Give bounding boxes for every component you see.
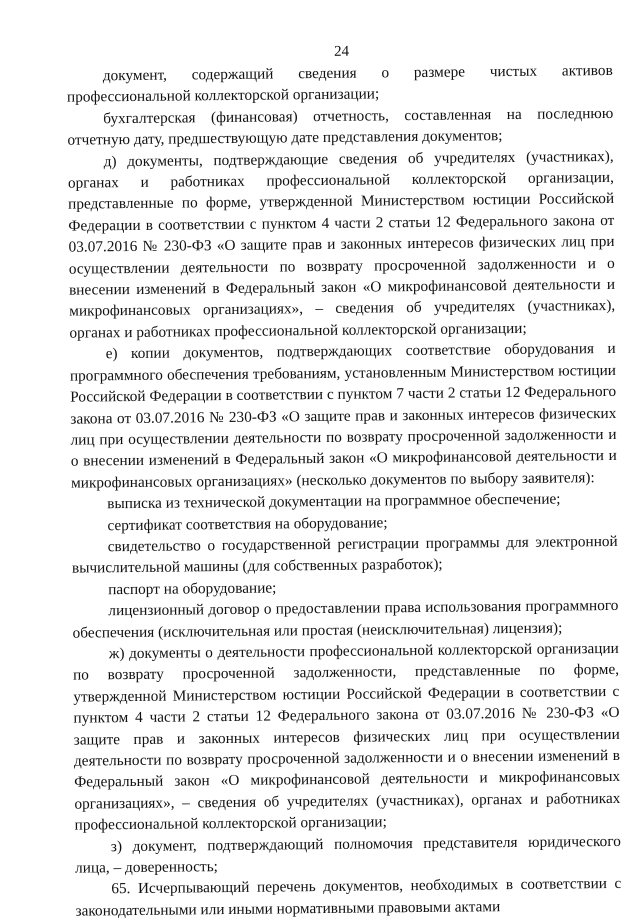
paragraph-equipment-passport: паспорт на оборудование; [108,579,277,599]
paragraph-item-z: з) документ, подтверждающий полномочия представителя юридического лица, – доверенность; [74,832,621,877]
paragraph-item-65: 65. Исчерпывающий перечень документов, необходимых в соответствии с законодательными или иными нормативными правовыми актами [75,875,622,920]
page-number: 24 [333,43,350,60]
paragraph-software-extract: выписка из технической документации на программное обеспечение; [107,490,561,513]
paragraph-item-e: е) копии документов, подтверждающих соответствие оборудования и программного обеспечения требованиям, установленным Министерством юстиции Российской Федерации в соответствии с пунктом 7 части 2 статьи 12 Федерального закона от 03.07.2016 № 230-ФЗ «О защите прав и законных интересов физических лиц при осуществлении деятельности по возврату просроченной задолженности и о внесении изменений в Федеральный закон «О микрофинансовой деятельности и микрофинансовых организациях» (несколько документов по выбору заявителя): [69,340,617,492]
paragraph-license-agreement: лицензионный договор о предоставлении права использования программного обеспечения (исключительная или простая (неисключительная) лицензия); [72,597,619,642]
paragraph-equipment-certificate: сертификат соответствия на оборудование; [107,513,388,534]
paragraph-item-zh: ж) документы о деятельности профессиональной коллекторской организации по возврату просроченной задолженности, представленные по форме, утвержденной Министерством юстиции Российской Федерации в соответствии с пунктом 4 части 2 статьи 12 Федерального закона от 03.07.2016 № 230-ФЗ «О защите прав и законных интересов физических лиц при осуществлении деятельности по возврату просроченной задолженности и о внесении изменений в Федеральный закон «О микрофинансовой деятельности и микрофинансовых организациях», – сведения об учредителях (участниках), органах и работниках профессиональной коллекторской организации; [72,639,621,834]
paragraph-registration-certificate: свидетельство о государственной регистрации программы для электронной вычислительной машины (для собственных разработок); [71,532,618,577]
paragraph-financial-statements: бухгалтерская (финансовая) отчетность, составленная на последнюю отчетную дату, предшествующую дате представления документов; [67,104,614,149]
paragraph-net-assets: документ, содержащий сведения о размере чистых активов профессиональной коллекторской организации; [66,61,613,107]
paragraph-item-d: д) документы, подтверждающие сведения об учредителях (участниках), органах и работниках профессиональной коллекторской организации, представленные по форме, утвержденной Министерством юстиции Российской Федерации в соответствии с пунктом 4 части 2 статьи 12 Федерального закона от 03.07.2016 № 230-ФЗ «О защите прав и законных интересов физических лиц при осуществлении деятельности по возврату просроченной задолженности и о внесении изменений в Федеральный закон «О микрофинансовой деятельности и микрофинансовых организациях», – сведения об учредителях (участниках), органах и работниках профессиональной коллекторской организации; [67,147,616,342]
